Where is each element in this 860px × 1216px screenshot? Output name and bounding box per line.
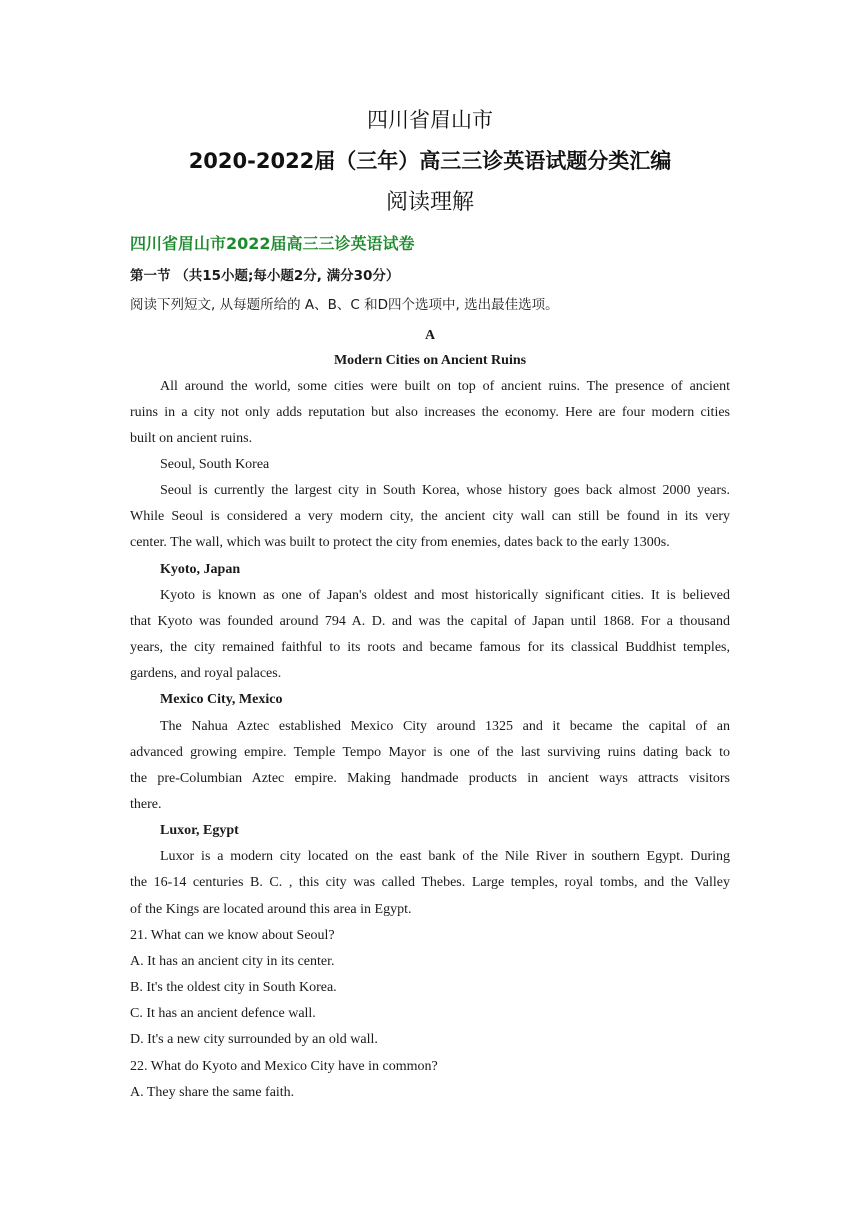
passage-line: Luxor is a modern city located on the east bank of the Nile River in southern Egypt. During [160, 849, 730, 864]
passage-line: the pre-Columbian Aztec empire. Making handmade products in ancient ways attracts visitors [130, 771, 730, 786]
exam-section-title: 四川省眉山市2022届高三三诊英语试卷 [130, 234, 415, 253]
passage-line: ruins in a city not only adds reputation but also increases the economy. Here are four modern cities [130, 405, 730, 420]
passage-line: advanced growing empire. Temple Tempo Mayor is one of the last surviving ruins dating back to [130, 745, 730, 760]
passage-line: of the Kings are located around this area in Egypt. [130, 902, 412, 917]
answer-option: C. It has an ancient defence wall. [130, 1006, 316, 1021]
answer-option: A. They share the same faith. [130, 1085, 295, 1100]
passage-line: that Kyoto was founded around 794 A. D. and was the capital of Japan until 1868. For a thousand [130, 614, 730, 629]
passage-line: Kyoto is known as one of Japan's oldest and most historically significant cities. It is believed [160, 588, 730, 603]
passage-letter: A [424, 328, 436, 343]
passage-line: While Seoul is considered a very modern city, the ancient city wall can still be found in its very [130, 509, 730, 524]
part-heading: 第一节 （共15小题;每小题2分, 满分30分） [130, 268, 400, 284]
answer-option: B. It's the oldest city in South Korea. [130, 980, 337, 995]
passage-line: the 16-14 centuries B. C. , this city was called Thebes. Large temples, royal tombs, and the Valley [130, 875, 730, 890]
city-heading-luxor: Luxor, Egypt [160, 823, 239, 838]
passage-line: center. The wall, which was built to protect the city from enemies, dates back to the early 1300s. [130, 535, 670, 550]
city-heading-kyoto: Kyoto, Japan [160, 562, 241, 577]
city-heading-mexico: Mexico City, Mexico [160, 692, 283, 707]
passage-line: The Nahua Aztec established Mexico City around 1325 and it became the capital of an [160, 719, 730, 734]
instruction-text: 阅读下列短文, 从每题所给的 A、B、C 和D四个选项中, 选出最佳选项。 [130, 297, 559, 313]
passage-line: years, the city remained faithful to its roots and became famous for its classical Buddhist temples, [130, 640, 730, 655]
document-subject-title: 阅读理解 [385, 190, 474, 215]
passage-title: Modern Cities on Ancient Ruins [333, 353, 527, 368]
document-main-title: 2020-2022届（三年）高三三诊英语试题分类汇编 [188, 149, 672, 173]
question-stem: 22. What do Kyoto and Mexico City have in common? [130, 1059, 438, 1074]
passage-line: there. [130, 797, 162, 812]
answer-option: A. It has an ancient city in its center. [130, 954, 335, 969]
document-region-title: 四川省眉山市 [367, 108, 493, 132]
question-stem: 21. What can we know about Seoul? [130, 928, 335, 943]
answer-option: D. It's a new city surrounded by an old wall. [130, 1032, 378, 1047]
passage-line: built on ancient ruins. [130, 431, 253, 446]
passage-line: All around the world, some cities were built on top of ancient ruins. The presence of ancient [160, 379, 730, 394]
passage-line: gardens, and royal palaces. [130, 666, 282, 681]
city-heading-seoul: Seoul, South Korea [160, 457, 270, 472]
passage-line: Seoul is currently the largest city in South Korea, whose history goes back almost 2000 years. [160, 483, 730, 498]
